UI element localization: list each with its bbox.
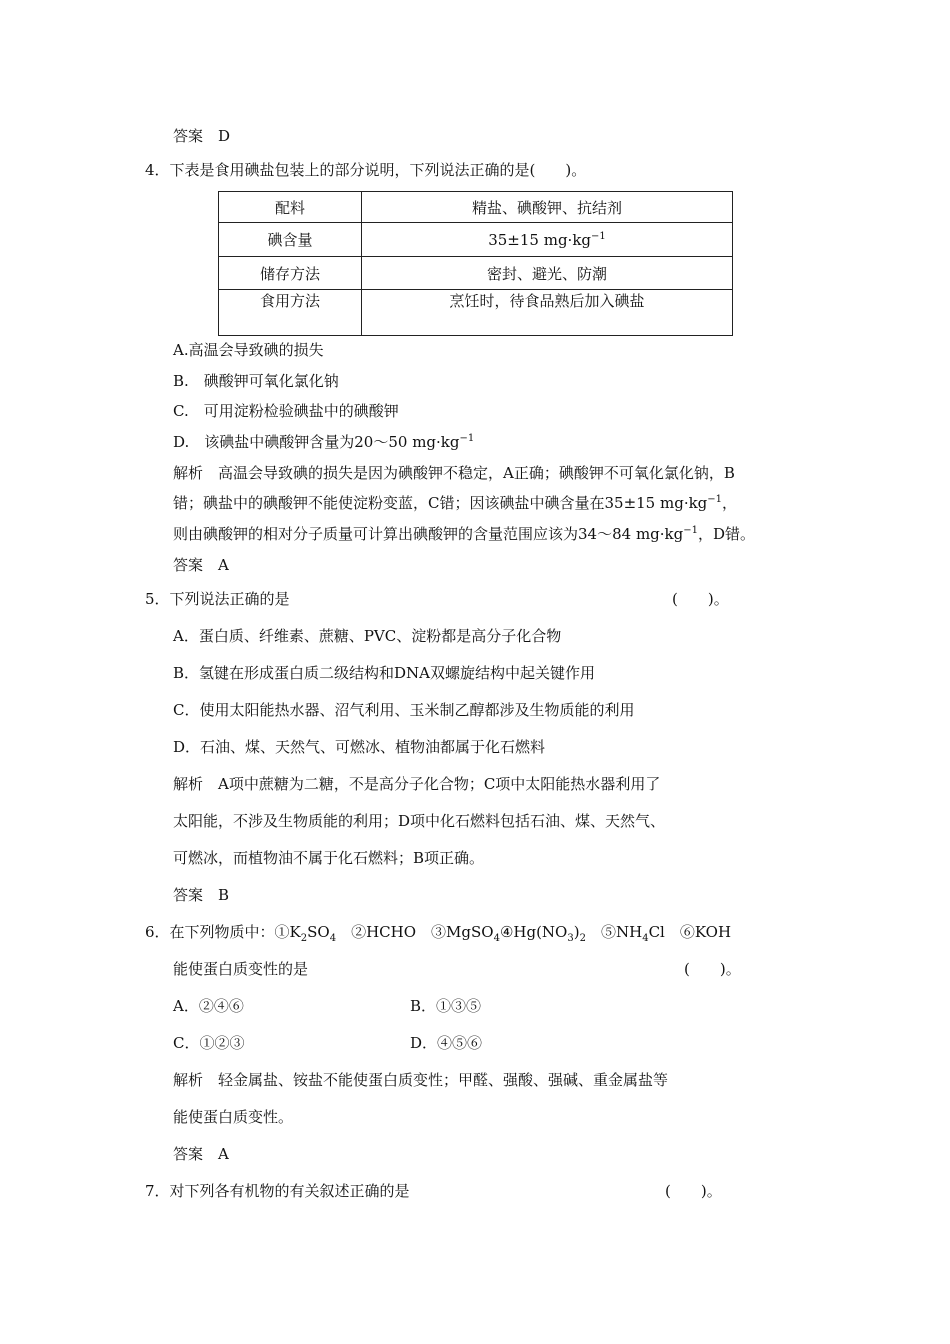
q6-stem-text: 6．在下列物质中：①K: [145, 923, 301, 941]
subscript: 4: [329, 933, 337, 944]
table-cell-label: 食用方法: [219, 290, 362, 336]
q6-analysis-line1: 解析 轻金属盐、铵盐不能使蛋白质变性；甲醛、强酸、强碱、重金属盐等: [173, 1071, 669, 1089]
q5-answer: 答案 B: [173, 886, 230, 904]
q6-stem-text: ④Hg(NO: [499, 923, 568, 941]
q6-option-c: C．①②③: [173, 1034, 245, 1052]
q6-analysis-line2: 能使蛋白质变性。: [173, 1108, 294, 1126]
q4-analysis-line3-tail: ，D错。: [697, 525, 756, 543]
q6-stem-text: ②HCHO ③MgSO: [336, 923, 494, 941]
unit-exponent: −1: [707, 494, 723, 505]
table-row: [219, 223, 733, 257]
q4-option-d: [173, 432, 474, 452]
q4-analysis-line2-text: 错；碘盐中的碘酸钾不能使淀粉变蓝，C错；因该碘盐中碘含量在35±15 mg·kg: [173, 494, 708, 512]
q6-stem-text: Cl ⑥KOH: [648, 923, 732, 941]
q4-option-c: C. 可用淀粉检验碘盐中的碘酸钾: [173, 402, 399, 420]
table-cell-value: [362, 223, 733, 257]
subscript: 3: [567, 933, 574, 944]
q6-stem-text: SO: [307, 923, 330, 941]
subscript: 4: [642, 933, 649, 944]
q6-stem-text: ): [573, 923, 580, 941]
q6-stem-text: ⑤NH: [585, 923, 643, 941]
q7-answer-blank: ( )。: [665, 1182, 722, 1200]
unit-exponent: −1: [591, 230, 606, 242]
q6-answer: 答案 A: [173, 1145, 229, 1163]
table-cell-value: 烹饪时，待食品熟后加入碘盐: [362, 290, 733, 336]
table-cell-label: 碘含量: [219, 223, 362, 257]
table-cell-value: 密封、避光、防潮: [362, 257, 733, 290]
table-row: [219, 257, 733, 290]
q6-option-d: D．④⑤⑥: [410, 1034, 483, 1052]
q4-analysis-line3-text: 则由碘酸钾的相对分子质量可计算出碘酸钾的含量范围应该为34～84 mg·kg: [173, 525, 684, 543]
q7-stem: 7．对下列各有机物的有关叙述正确的是: [145, 1182, 410, 1200]
q5-option-b: B．氢键在形成蛋白质二级结构和DNA双螺旋结构中起关键作用: [173, 664, 596, 682]
subscript: 2: [579, 933, 586, 944]
q3-answer: 答案 D: [173, 127, 231, 145]
subscript: 4: [493, 933, 500, 944]
table-row: [219, 290, 733, 336]
q5-answer-blank: ( )。: [672, 590, 729, 608]
table-row: [219, 192, 733, 223]
table-cell-label: 储存方法: [219, 257, 362, 290]
salt-label-table: [218, 191, 733, 336]
q5-option-d: D．石油、煤、天然气、可燃冰、植物油都属于化石燃料: [173, 738, 546, 756]
table-cell-value: 精盐、碘酸钾、抗结剂: [362, 192, 733, 223]
subscript: 2: [300, 933, 308, 944]
q4-option-b: B. 碘酸钾可氧化氯化钠: [173, 372, 339, 390]
q5-option-c: C．使用太阳能热水器、沼气利用、玉米制乙醇都涉及生物质能的利用: [173, 701, 635, 719]
q4-option-d-text: D. 该碘盐中碘酸钾含量为20～50 mg·kg: [173, 433, 460, 451]
q6-option-a: A．②④⑥: [173, 997, 244, 1015]
q6-option-b: B．①③⑤: [410, 997, 482, 1015]
iodine-content-value: 35±15 mg·kg: [488, 230, 592, 249]
q4-answer: 答案 A: [173, 556, 229, 574]
unit-exponent: −1: [683, 525, 698, 536]
q6-stem-line2: 能使蛋白质变性的是: [173, 960, 309, 978]
q5-stem: 5．下列说法正确的是: [145, 590, 290, 608]
q4-option-a: A.高温会导致碘的损失: [173, 341, 324, 359]
q5-analysis-line2: 太阳能，不涉及生物质能的利用；D项中化石燃料包括石油、煤、天然气、: [173, 812, 666, 830]
q5-option-a: A．蛋白质、纤维素、蔗糖、PVC、淀粉都是高分子化合物: [173, 627, 562, 645]
q4-stem: 4．下表是食用碘盐包装上的部分说明，下列说法正确的是( )。: [145, 161, 587, 179]
unit-exponent: −1: [459, 433, 475, 444]
q4-analysis-line2-tail: ，: [722, 494, 738, 512]
q6-stem: [145, 922, 731, 942]
q4-analysis-line3: [173, 524, 755, 544]
q4-analysis-line2: [173, 493, 737, 513]
table-cell-label: 配料: [219, 192, 362, 223]
q5-analysis-line3: 可燃冰，而植物油不属于化石燃料；B项正确。: [173, 849, 485, 867]
q4-analysis-line1: 解析 高温会导致碘的损失是因为碘酸钾不稳定，A正确；碘酸钾不可氧化氯化钠，B: [173, 464, 735, 482]
q6-answer-blank: ( )。: [684, 960, 741, 978]
q5-analysis-line1: 解析 A项中蔗糖为二糖，不是高分子化合物；C项中太阳能热水器利用了: [173, 775, 661, 793]
